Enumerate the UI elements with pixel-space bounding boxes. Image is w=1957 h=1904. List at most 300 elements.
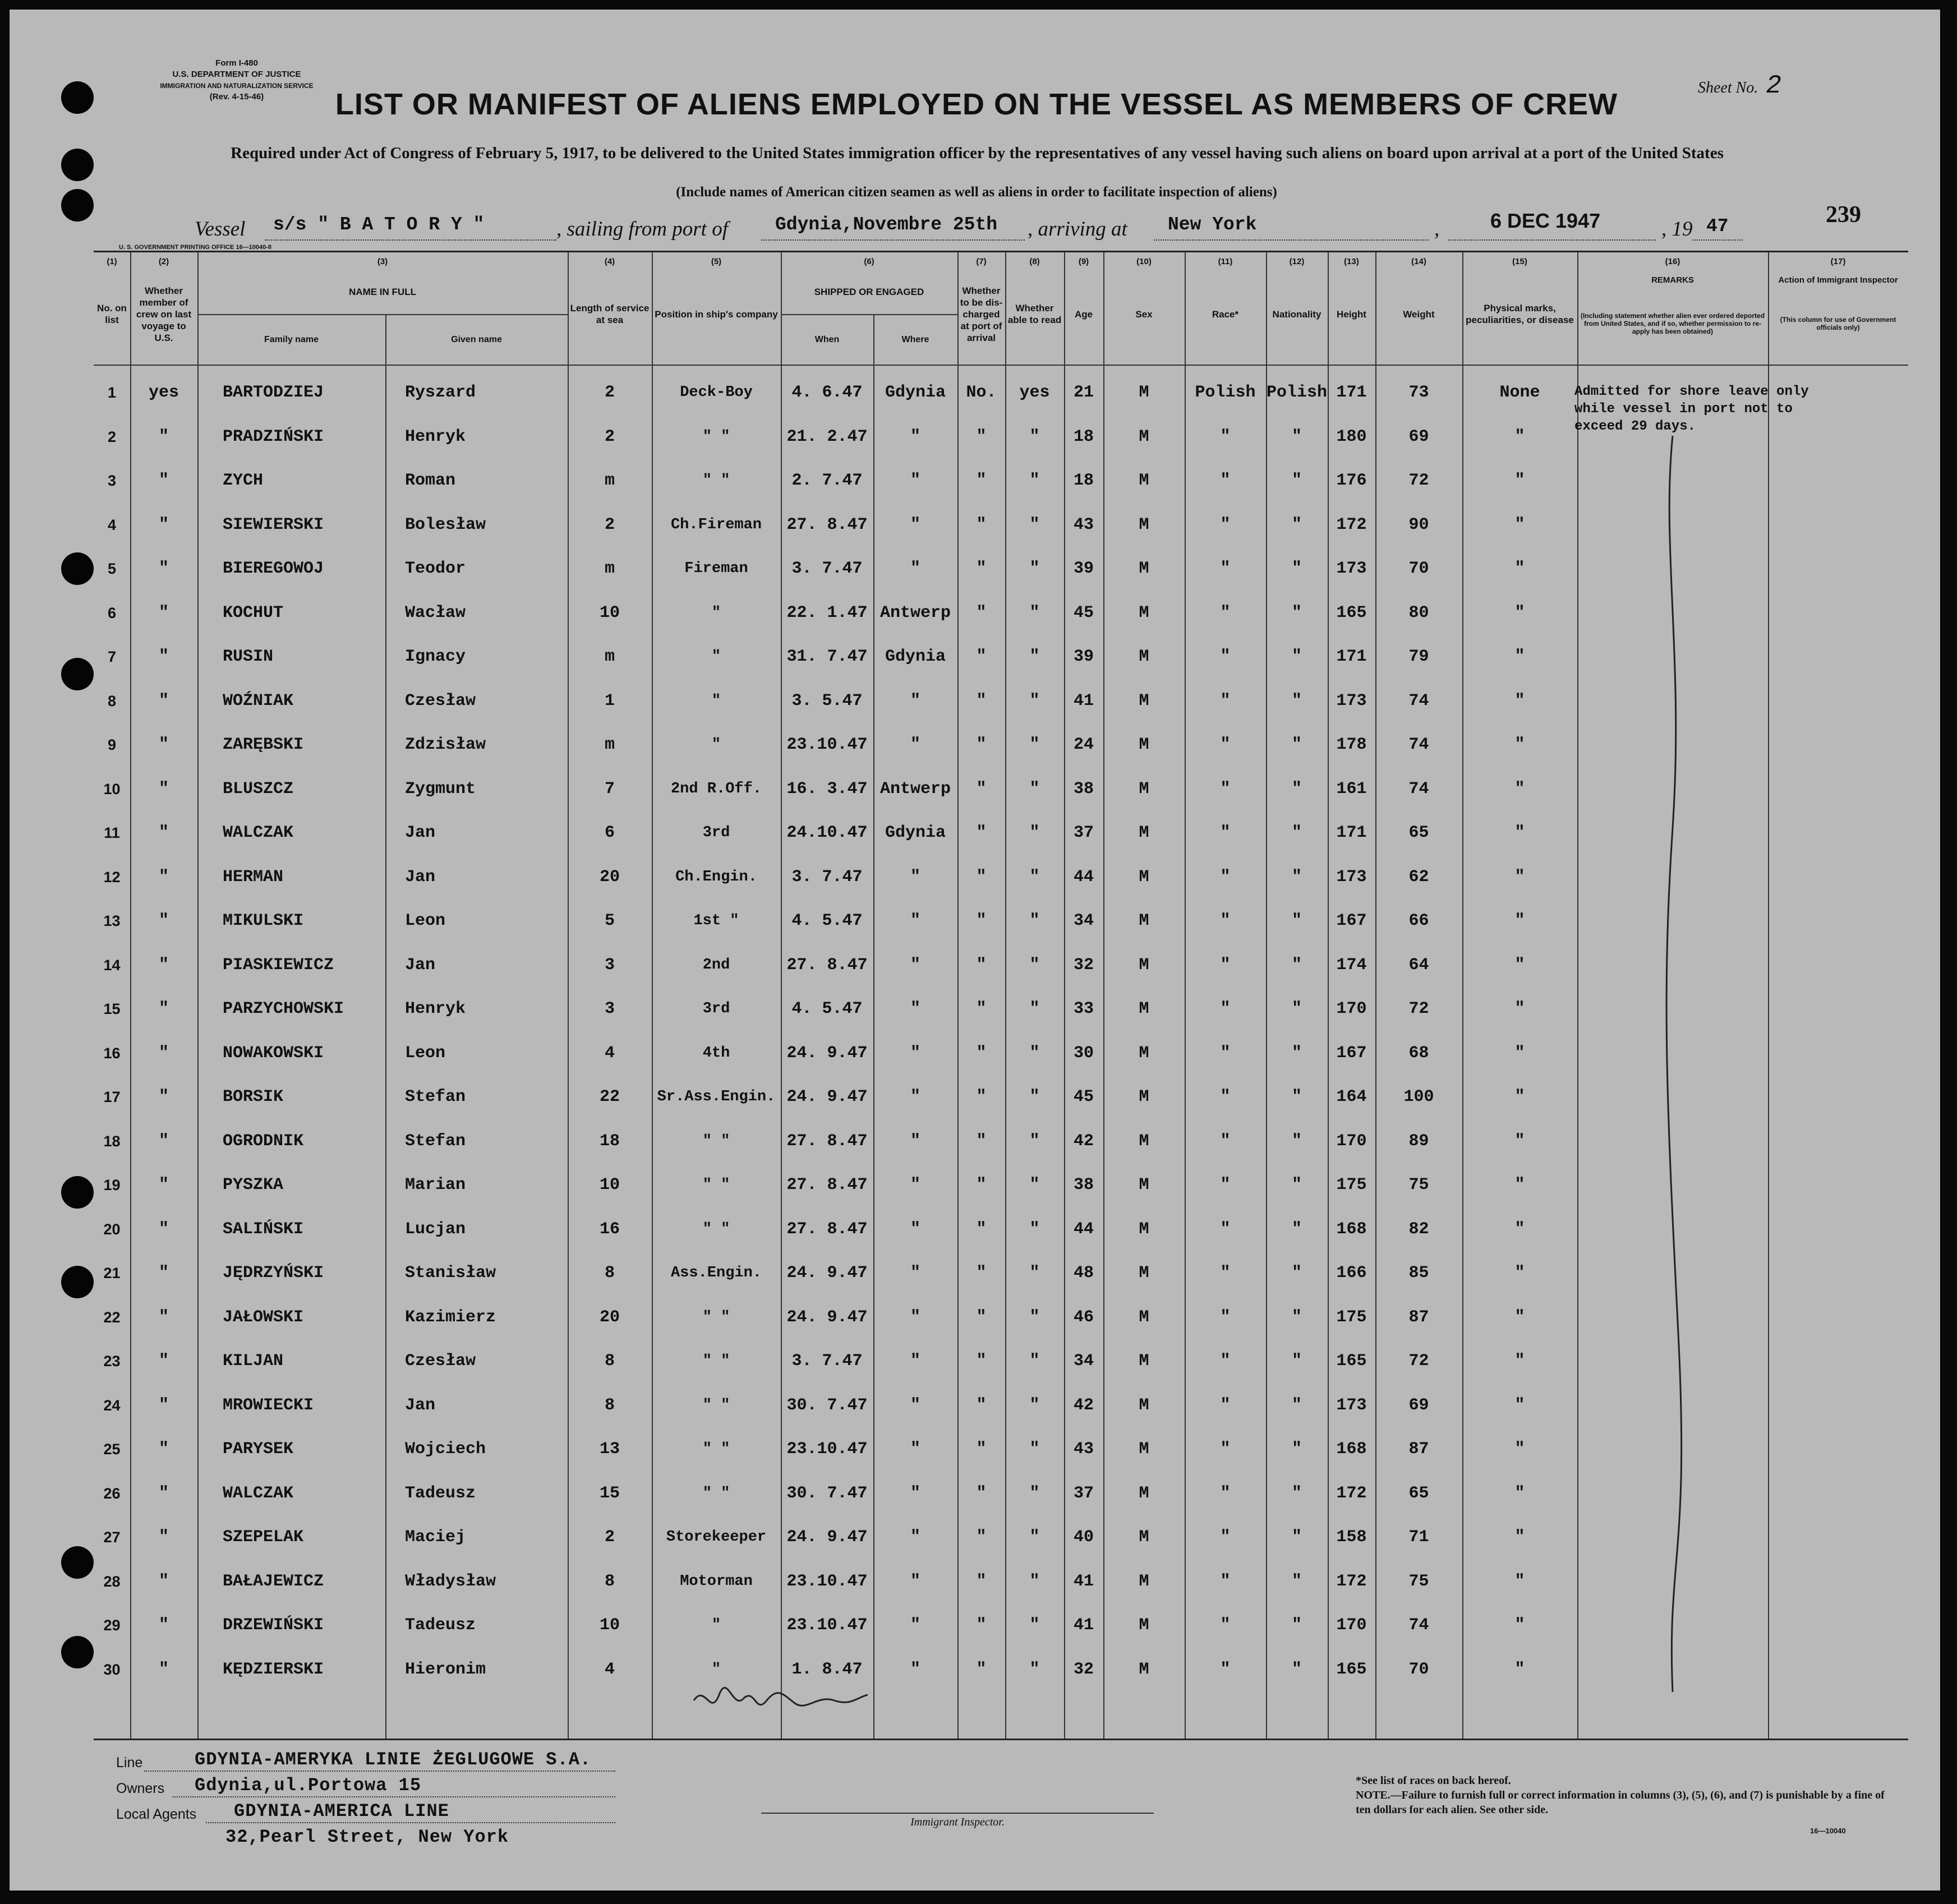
cell-age: 43 — [1073, 515, 1094, 534]
cell-marks: " — [1514, 471, 1525, 490]
cell-height: 166 — [1336, 1264, 1367, 1283]
cell-when: 24. 9.47 — [786, 1307, 868, 1327]
cell-when: 16. 3.47 — [786, 779, 868, 799]
cell-no: 24 — [103, 1396, 121, 1414]
cell-age: 43 — [1073, 1440, 1094, 1459]
cell-sex: M — [1139, 1264, 1149, 1283]
cell-race: " — [1220, 471, 1231, 490]
cell-member: " — [158, 1483, 169, 1503]
cell-position: 1st " — [693, 912, 739, 929]
cell-position: " " — [702, 1396, 730, 1414]
cell-member: " — [158, 515, 169, 534]
cell-where: " — [910, 999, 920, 1018]
cell-sex: M — [1139, 1087, 1149, 1107]
cell-service: 16 — [599, 1219, 620, 1239]
table-row — [94, 1383, 1908, 1427]
column-number: (16) — [1665, 257, 1680, 266]
column-number: (9) — [1078, 257, 1089, 266]
cell-discharged: " — [976, 603, 987, 623]
cell-when: 24. 9.47 — [786, 1264, 868, 1283]
cell-height: 171 — [1336, 823, 1367, 842]
cell-when: 31. 7.47 — [786, 647, 868, 666]
cell-when: 21. 2.47 — [786, 427, 868, 446]
cell-read: " — [1029, 911, 1040, 930]
table-row — [94, 898, 1908, 943]
cell-member: " — [158, 779, 169, 799]
cell-sex: M — [1139, 1352, 1149, 1371]
cell-height: 168 — [1336, 1440, 1367, 1459]
cell-height: 161 — [1336, 779, 1367, 799]
cell-height: 167 — [1336, 1043, 1367, 1063]
cell-nationality: " — [1291, 427, 1302, 446]
cell-sex: M — [1139, 1659, 1149, 1679]
cell-no: 18 — [103, 1132, 121, 1150]
cell-position: " — [711, 604, 721, 621]
cell-discharged: " — [976, 1395, 987, 1415]
cell-height: 180 — [1336, 427, 1367, 446]
manifest-sheet: Form I-480 U.S. DEPARTMENT OF JUSTICE IMMIGRATION AND NATURALIZATION SERVICE (Rev. 4-15-46) Sheet No. 2 LIST OR MANIFEST OF ALIENS EMPLOYED ON THE VESSEL AS MEMBERS OF CREW Required under Act of Congress of February 5, 1917, to be delivered to the United States immigration officer by the representatives of any vessel having such aliens on board upon arrival at a port of the United States (Include names of American citizen seamen as well as aliens in order to facilitate inspection of aliens) Vessel s/s " B A T O R Y " , sailing from port of Gdynia,Novembre 25th , arriving at New York , 6 DEC 1947 , 19 47 239 U. S. GOVERNMENT PRINTING OFFICE 16—10040-8 (1) No. on list (2) Whether member of crew on last voyage to U.S. (3) NAME IN FULL Family name Given name (4) Length of service at sea (5) Position in ship's company (6) SHIPPED OR ENGAGED When Where (7) Whether to be dis-charged at port of arrival (8) Whether able to read (9) Age (10) Sex (11) Race* (12) Nationality (13) Height (14) Weight (15) Physical marks, peculiarities, or disease (16) REMARKS (Including statement whether alien ever ordered deported from United States, and if so, whether permission to re-apply has been obtained) (17) Action of Immigrant Inspector (This column for use of Government officials only) 1 yes BARTODZIEJ Ryszard 2 Deck-Boy 4. 6.47 Gdynia No. yes 21 M Polish Polish 171 73 None 2 " PRADZIŃSKI Henryk 2 " " 21. 2.47 " " " 18 M " " 180 69 " 3 " ZYCH Roman m " " 2. 7.47 " " " 18 M " " 176 72 " 4 " SIEWIERSKI Bolesław 2 Ch.Fireman 27. 8.47 " " " 43 M " " 172 90 " 5 " BIEREGOWOJ Teodor m Fireman 3. 7.47 " " " 39 M " " 173 70 " 6 " KOCHUT Wacław 10 " 22. 1.47 Antwerp " " 45 M " " 165 80 " 7 " RUSIN Ignacy m " 31. 7.47 Gdynia " " 39 M " " 171 79 " 8 " WOŹNIAK Czesław 1 " 3. 5.47 " " " 41 M " " 173 74 " 9 " ZARĘBSKI Zdzisław m " 23.10.47 " " " 24 M " " 178 74 " 10 " BLUSZCZ Zygmunt 7 2nd R.Off. 16. 3.47 Antwerp " " 38 M " " 161 74 " 11 " WALCZAK Jan 6 3rd 24.10.47 Gdynia " " 37 M " " 171 65 " 12 " HERMAN Jan 20 Ch.Engin. 3. 7.47 " " " 44 M " " 173 62 " 13 " MIKULSKI Leon 5 1st " 4. 5.47 " " " 34 M " " 167 66 " 14 " PIASKIEWICZ Jan 3 2nd 27. 8.47 " " " 32 M " " 174 64 " 15 " PARZYCHOWSKI Henryk 3 3rd 4. 5.47 " " " 33 M " " 170 72 " 16 " NOWAKOWSKI Leon 4 4th 24. 9.47 " " " 30 M " " 167 68 " 17 " BORSIK Stefan 22 Sr.Ass.Engin. 24. 9.47 " " " 45 M " " 164 100 " 18 " OGRODNIK Stefan 18 " " 27. 8.47 " " " 42 M " " 170 89 " 19 " PYSZKA Marian 10 " " 27. 8.47 " " " 38 M " " 175 75 " 20 " SALIŃSKI Lucjan 16 " " 27. 8.47 " " " 44 M " " 168 82 " 21 " JĘDRZYŃSKI Stanisław 8 Ass.Engin. 24. 9.47 " " " 48 M " " 166 85 " 22 " JAŁOWSKI Kazimierz 20 " " 24. 9.47 " " " 46 M " " 175 87 " 23 " KILJAN Czesław 8 " " 3. 7.47 " " " 34 M " " 165 72 " 24 " MROWIECKI Jan 8 " " 30. 7.47 " " " 42 M " " 173 69 " 25 " PARYSEK Wojciech 13 " " 23.10.47 " " " 43 M " " 168 87 " 26 " WALCZAK Tadeusz 15 " " 30. 7.47 " " " 37 M " " 172 65 " 27 " SZEPELAK Maciej 2 Storekeeper 24. 9.47 " " " 40 M " " 158 71 " 28 " BAŁAJEWICZ Władysław 8 Motorman 23.10.47 " " " 41 M " " 172 75 " 29 " DRZEWIŃSKI Tadeusz 10 " 23.10.47 " " " 41 M " " 170 74 " 30 " KĘDZIERSKI Hieronim 4 " 1. 8.47 " " " 32 M " " 165 70 " Admitted for shore leave only while vessel in port not to exceed 29 days. Line GDYNIA-AMERYKA LINIE ŻEGLUGOWE S.A. Owners Gdynia,ul.Portowa 15 Local Agents GDYNIA-AMERICA LINE 32,Pearl Street, New York Immigrant Inspector. *See list of races on back hereof. NOTE.—Failure to furnish full or correct information in columns (3), (5), (6), and (7) is punishable by a fine of ten dollars for each alien. See other side. 16—10040 — [8, 8, 1942, 1892]
cell-weight: 65 — [1408, 823, 1429, 842]
cell-given: Bolesław — [405, 515, 486, 534]
cell-height: 165 — [1336, 603, 1367, 623]
cell-nationality: " — [1291, 1571, 1302, 1591]
cell-no: 3 — [107, 472, 117, 489]
sailing-label: , sailing from port of — [556, 218, 728, 241]
cell-where: " — [910, 1307, 920, 1327]
cell-weight: 89 — [1408, 1131, 1429, 1151]
cell-marks: " — [1514, 1352, 1525, 1371]
column-number: (1) — [107, 257, 117, 266]
cell-family: DRZEWIŃSKI — [223, 1616, 324, 1635]
cell-marks: " — [1514, 1528, 1525, 1547]
cell-where: Gdynia — [885, 823, 946, 842]
cell-nationality: Polish — [1266, 383, 1328, 402]
cell-race: " — [1220, 1087, 1231, 1107]
cell-when: 24. 9.47 — [786, 1043, 868, 1063]
cell-race: " — [1220, 1571, 1231, 1591]
cell-nationality: " — [1291, 1307, 1302, 1327]
cell-member: " — [158, 691, 169, 711]
cell-position: " " — [702, 1308, 730, 1326]
agents-label: Local Agents — [116, 1806, 197, 1822]
cell-member: " — [158, 1571, 169, 1591]
table-row — [94, 1515, 1908, 1559]
column-number: (2) — [158, 257, 169, 266]
cell-weight: 87 — [1408, 1307, 1429, 1327]
cell-family: KOCHUT — [223, 603, 284, 623]
cell-sex: M — [1139, 911, 1149, 930]
notes — [1356, 1773, 1894, 1817]
cell-member: " — [158, 1043, 169, 1063]
table-row — [94, 458, 1908, 502]
cell-given: Teodor — [405, 559, 466, 578]
cell-read: " — [1029, 427, 1040, 446]
cell-age: 45 — [1073, 603, 1094, 623]
cell-where: Gdynia — [885, 383, 946, 402]
cell-age: 37 — [1073, 1483, 1094, 1503]
cell-race: " — [1220, 1528, 1231, 1547]
cell-weight: 64 — [1408, 955, 1429, 975]
cell-sex: M — [1139, 471, 1149, 490]
cell-weight: 73 — [1408, 383, 1429, 402]
cell-height: 172 — [1336, 515, 1367, 534]
column-subheader: Given name — [451, 334, 502, 344]
sailing-underline — [761, 239, 1025, 241]
cell-discharged: " — [976, 1131, 987, 1151]
cell-when: 2. 7.47 — [791, 471, 863, 490]
cell-given: Jan — [405, 823, 436, 842]
cell-family: OGRODNIK — [223, 1131, 304, 1151]
cell-when: 3. 7.47 — [791, 1352, 863, 1371]
vessel-value: s/s " B A T O R Y " — [273, 214, 485, 235]
column-header: Whether to be dis-charged at port of arrival — [960, 285, 1003, 343]
cell-sex: M — [1139, 1219, 1149, 1239]
cell-where: " — [910, 515, 920, 534]
cell-discharged: " — [976, 559, 987, 578]
cell-marks: " — [1514, 1616, 1525, 1635]
column-number: (17) — [1830, 257, 1846, 266]
cell-discharged: " — [976, 427, 987, 446]
cell-nationality: " — [1291, 1659, 1302, 1679]
cell-service: 18 — [599, 1131, 620, 1151]
penalty-note: NOTE.—Failure to furnish full or correct information in columns (3), (5), (6), and (7) is punishable by a fine of ten dollars for each alien. See other side. — [1356, 1789, 1885, 1816]
cell-service: 7 — [604, 779, 615, 799]
table-row — [94, 1163, 1908, 1207]
cell-read: " — [1029, 1571, 1040, 1591]
column-number: (4) — [604, 257, 615, 266]
cell-given: Zygmunt — [405, 779, 476, 799]
cell-when: 27. 8.47 — [786, 515, 868, 534]
cell-marks: " — [1514, 1175, 1525, 1195]
cell-family: PIASKIEWICZ — [223, 955, 334, 975]
cell-weight: 74 — [1408, 735, 1429, 754]
cell-where: " — [910, 559, 920, 578]
cell-weight: 72 — [1408, 1352, 1429, 1371]
column-header: Physical marks, peculiarities, or disease — [1466, 303, 1574, 325]
cell-discharged: " — [976, 1483, 987, 1503]
cell-height: 164 — [1336, 1087, 1367, 1107]
cell-race: " — [1220, 1395, 1231, 1415]
cell-age: 42 — [1073, 1395, 1094, 1415]
cell-nationality: " — [1291, 647, 1302, 666]
cell-position: " — [711, 736, 721, 753]
cell-discharged: " — [976, 1264, 987, 1283]
table-row — [94, 810, 1908, 855]
vessel-underline — [265, 239, 556, 241]
cell-discharged: " — [976, 735, 987, 754]
table-row — [94, 1251, 1908, 1295]
cell-where: " — [910, 1131, 920, 1151]
cell-when: 23.10.47 — [786, 1616, 868, 1635]
column-header: Action of Immigrant Inspector — [1778, 275, 1898, 285]
cell-read: " — [1029, 647, 1040, 666]
cell-weight: 71 — [1408, 1528, 1429, 1547]
cell-weight: 72 — [1408, 999, 1429, 1018]
column-subheader: Where — [901, 334, 929, 344]
cell-weight: 80 — [1408, 603, 1429, 623]
year-value: 47 — [1706, 216, 1729, 237]
column-header: Length of service at sea — [570, 303, 650, 325]
cell-nationality: " — [1291, 559, 1302, 578]
cell-where: " — [910, 955, 920, 975]
cell-sex: M — [1139, 999, 1149, 1018]
cell-nationality: " — [1291, 911, 1302, 930]
cell-nationality: " — [1291, 1483, 1302, 1503]
cell-weight: 82 — [1408, 1219, 1429, 1239]
cell-where: " — [910, 735, 920, 754]
cell-given: Leon — [405, 911, 446, 930]
cell-race: " — [1220, 823, 1231, 842]
table-row — [94, 1075, 1908, 1119]
cell-nationality: " — [1291, 779, 1302, 799]
cell-service: 2 — [604, 427, 615, 446]
cell-height: 173 — [1336, 559, 1367, 578]
cell-discharged: " — [976, 955, 987, 975]
cell-family: JAŁOWSKI — [223, 1307, 304, 1327]
cell-marks: " — [1514, 427, 1525, 446]
cell-service: 10 — [599, 603, 620, 623]
cell-age: 34 — [1073, 911, 1094, 930]
cell-when: 4. 5.47 — [791, 911, 863, 930]
page-title: LIST OR MANIFEST OF ALIENS EMPLOYED ON THE VESSEL AS MEMBERS OF CREW — [335, 87, 1618, 121]
cell-marks: " — [1514, 559, 1525, 578]
cell-position: " " — [702, 1485, 730, 1502]
cell-read: " — [1029, 1307, 1040, 1327]
cell-discharged: " — [976, 1307, 987, 1327]
cell-member: " — [158, 1087, 169, 1107]
cell-family: HERMAN — [223, 867, 284, 887]
cell-member: " — [158, 647, 169, 666]
cell-given: Wacław — [405, 603, 466, 623]
cell-family: MIKULSKI — [223, 911, 304, 930]
line-value: GDYNIA-AMERYKA LINIE ŻEGLUGOWE S.A. — [195, 1749, 592, 1770]
cell-no: 27 — [103, 1529, 121, 1546]
column-number: (6) — [864, 257, 874, 266]
cell-discharged: " — [976, 1528, 987, 1547]
cell-weight: 100 — [1403, 1087, 1434, 1107]
cell-sex: M — [1139, 1440, 1149, 1459]
cell-read: " — [1029, 1087, 1040, 1107]
cell-race: " — [1220, 1440, 1231, 1459]
cell-marks: " — [1514, 1571, 1525, 1591]
cell-marks: " — [1514, 1659, 1525, 1679]
cell-where: " — [910, 1483, 920, 1503]
cell-read: " — [1029, 1131, 1040, 1151]
column-number: (5) — [711, 257, 722, 266]
column-header-note: (Including statement whether alien ever ordered deported from United States, and if so, whether permission to re-apply has been obtained) — [1580, 312, 1765, 335]
table-row — [94, 1559, 1908, 1603]
cell-marks: " — [1514, 515, 1525, 534]
cell-family: ZARĘBSKI — [223, 735, 304, 754]
cell-member: " — [158, 1659, 169, 1679]
inspector-signature — [688, 1678, 873, 1723]
column-subheader: When — [814, 334, 840, 344]
cell-discharged: " — [976, 1440, 987, 1459]
cell-member: " — [158, 1352, 169, 1371]
cell-given: Zdzisław — [405, 735, 486, 754]
cell-weight: 74 — [1408, 1616, 1429, 1635]
cell-read: " — [1029, 999, 1040, 1018]
cell-weight: 69 — [1408, 427, 1429, 446]
cell-discharged: " — [976, 1175, 987, 1195]
cell-position: Storekeeper — [666, 1529, 767, 1546]
cell-marks: " — [1514, 999, 1525, 1018]
cell-nationality: " — [1291, 955, 1302, 975]
cell-given: Ryszard — [405, 383, 476, 402]
printing-office: U. S. GOVERNMENT PRINTING OFFICE 16—10040-8 — [119, 244, 272, 251]
cell-where: " — [910, 1352, 920, 1371]
cell-age: 33 — [1073, 999, 1094, 1018]
cell-discharged: " — [976, 1616, 987, 1635]
arrival-date-stamp: 6 DEC 1947 — [1490, 209, 1601, 232]
cell-weight: 62 — [1408, 867, 1429, 887]
cell-position: " " — [702, 1177, 730, 1193]
cell-no: 23 — [103, 1353, 121, 1370]
cell-when: 23.10.47 — [786, 1571, 868, 1591]
cell-nationality: " — [1291, 1087, 1302, 1107]
cell-given: Ignacy — [405, 647, 466, 666]
cell-read: " — [1029, 1528, 1040, 1547]
cell-no: 19 — [103, 1177, 121, 1193]
cell-race: " — [1220, 1219, 1231, 1239]
cell-discharged: " — [976, 867, 987, 887]
cell-family: SALIŃSKI — [223, 1219, 304, 1239]
cell-given: Stanisław — [405, 1264, 496, 1283]
table-row — [94, 767, 1908, 811]
table-row — [94, 634, 1908, 679]
cell-given: Jan — [405, 955, 436, 975]
cell-when: 30. 7.47 — [786, 1395, 868, 1415]
table-row — [94, 502, 1908, 547]
cell-weight: 87 — [1408, 1440, 1429, 1459]
cell-discharged: " — [976, 1043, 987, 1063]
cell-age: 48 — [1073, 1264, 1094, 1283]
table-row — [94, 986, 1908, 1031]
cell-marks: " — [1514, 603, 1525, 623]
column-header: Whether able to read — [1007, 303, 1062, 325]
vessel-label: Vessel — [195, 218, 246, 241]
cell-service: 8 — [604, 1395, 615, 1415]
cell-read: " — [1029, 1659, 1040, 1679]
cell-discharged: " — [976, 691, 987, 711]
sheet-number-value: 2 — [1766, 71, 1781, 100]
cell-age: 18 — [1073, 427, 1094, 446]
cell-read: " — [1029, 735, 1040, 754]
table-row — [94, 679, 1908, 723]
cell-service: m — [604, 647, 615, 666]
cell-read: " — [1029, 1352, 1040, 1371]
cell-marks: " — [1514, 735, 1525, 754]
cell-member: " — [158, 1395, 169, 1415]
agents-underline — [206, 1822, 615, 1823]
cell-age: 40 — [1073, 1528, 1094, 1547]
table-row — [94, 1603, 1908, 1647]
cell-position: " " — [702, 1353, 730, 1370]
cell-marks: " — [1514, 1307, 1525, 1327]
arriving-label: , arriving at — [1028, 218, 1127, 241]
cell-no: 8 — [107, 692, 117, 709]
cell-age: 34 — [1073, 1352, 1094, 1371]
header-rule — [94, 365, 1908, 366]
cell-family: SZEPELAK — [223, 1528, 304, 1547]
cell-position: " " — [702, 1220, 730, 1238]
cell-where: " — [910, 1528, 920, 1547]
cell-read: " — [1029, 471, 1040, 490]
cell-sex: M — [1139, 823, 1149, 842]
cell-weight: 75 — [1408, 1175, 1429, 1195]
cell-position: 2nd — [702, 956, 730, 974]
cell-when: 24. 9.47 — [786, 1087, 868, 1107]
cell-no: 12 — [103, 868, 121, 886]
cell-marks: " — [1514, 1264, 1525, 1283]
cell-when: 3. 7.47 — [791, 867, 863, 887]
cell-age: 18 — [1073, 471, 1094, 490]
races-note: *See list of races on back hereof. — [1356, 1774, 1511, 1787]
punch-hole — [61, 1176, 94, 1209]
cell-sex: M — [1139, 1616, 1149, 1635]
cell-given: Marian — [405, 1175, 466, 1195]
cell-member: " — [158, 559, 169, 578]
cell-where: " — [910, 1175, 920, 1195]
cell-member: " — [158, 911, 169, 930]
cell-where: " — [910, 691, 920, 711]
cell-no: 28 — [103, 1573, 121, 1590]
agents-address: 32,Pearl Street, New York — [225, 1827, 509, 1847]
cell-when: 23.10.47 — [786, 1440, 868, 1459]
cell-height: 172 — [1336, 1571, 1367, 1591]
cell-when: 27. 8.47 — [786, 1175, 868, 1195]
cell-sex: M — [1139, 427, 1149, 446]
cell-given: Tadeusz — [405, 1616, 476, 1635]
cell-given: Kazimierz — [405, 1307, 496, 1327]
cell-read: " — [1029, 1483, 1040, 1503]
cell-service: 2 — [604, 515, 615, 534]
cell-age: 30 — [1073, 1043, 1094, 1063]
cell-weight: 74 — [1408, 779, 1429, 799]
cell-where: " — [910, 867, 920, 887]
cell-position: " " — [702, 428, 730, 445]
cell-weight: 72 — [1408, 471, 1429, 490]
cell-family: ZYCH — [223, 471, 264, 490]
cell-weight: 75 — [1408, 1571, 1429, 1591]
cell-position: 3rd — [702, 1001, 730, 1017]
cell-when: 24. 9.47 — [786, 1528, 868, 1547]
cell-sex: M — [1139, 647, 1149, 666]
cell-member: " — [158, 735, 169, 754]
cell-position: " " — [702, 1441, 730, 1458]
sheet-number-label: Sheet No. — [1698, 79, 1758, 96]
cell-where: " — [910, 1659, 920, 1679]
cell-height: 172 — [1336, 1483, 1367, 1503]
cell-given: Stefan — [405, 1131, 466, 1151]
cell-age: 44 — [1073, 867, 1094, 887]
cell-marks: None — [1499, 383, 1540, 402]
cell-family: BARTODZIEJ — [223, 383, 324, 402]
cell-family: WALCZAK — [223, 1483, 294, 1503]
stamp-number: 239 — [1826, 202, 1861, 228]
punch-hole — [61, 149, 94, 181]
cell-no: 11 — [104, 824, 120, 841]
cell-age: 42 — [1073, 1131, 1094, 1151]
cell-sex: M — [1139, 515, 1149, 534]
cell-nationality: " — [1291, 1395, 1302, 1415]
cell-family: MROWIECKI — [223, 1395, 314, 1415]
cell-height: 173 — [1336, 691, 1367, 711]
cell-read: " — [1029, 1264, 1040, 1283]
cell-height: 165 — [1336, 1352, 1367, 1371]
cell-given: Henryk — [405, 427, 466, 446]
cell-family: JĘDRZYŃSKI — [223, 1264, 324, 1283]
